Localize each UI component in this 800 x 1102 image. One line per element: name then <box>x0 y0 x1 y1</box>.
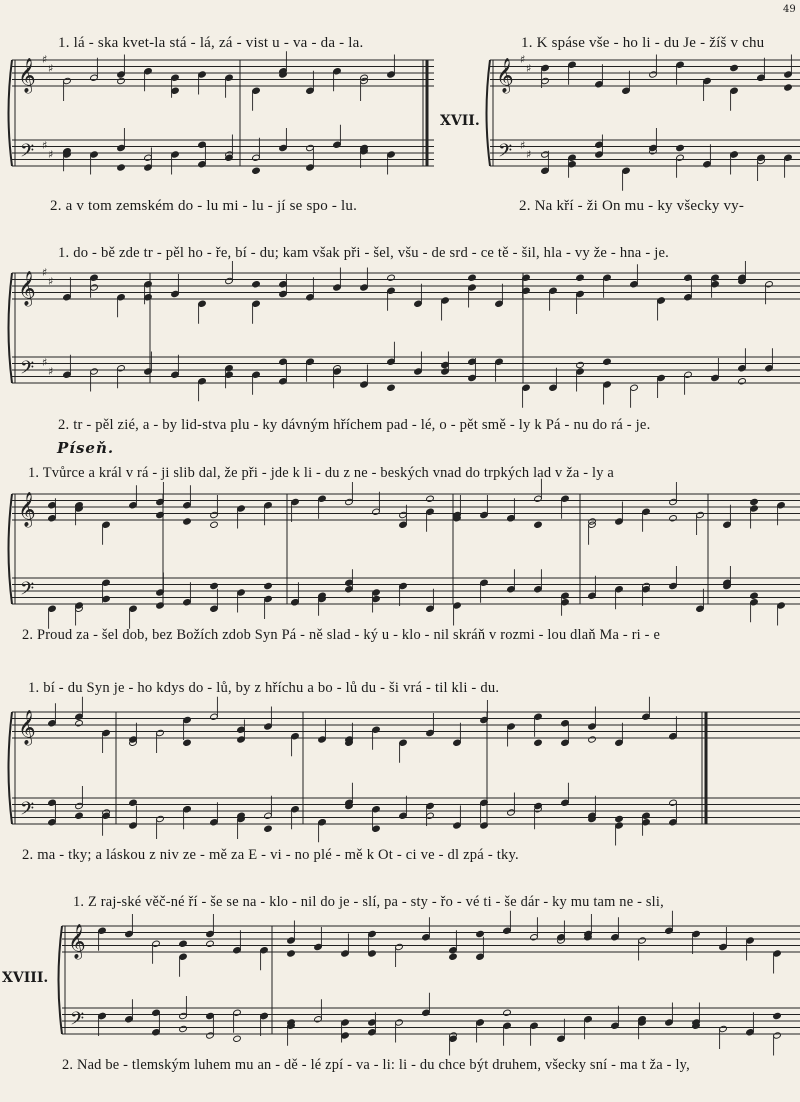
sharp-sign: ♯ <box>48 365 54 378</box>
note-head <box>75 720 84 727</box>
note-head <box>233 1035 242 1042</box>
system-brace <box>487 60 491 166</box>
note-head <box>225 154 234 161</box>
note-head <box>75 812 84 819</box>
treble-clef: 𝄞 <box>18 271 36 306</box>
note-head <box>183 806 192 813</box>
sharp-sign: ♯ <box>42 356 48 369</box>
note-head <box>179 1025 188 1032</box>
note-head <box>669 515 678 522</box>
sharp-sign: ♯ <box>526 62 532 75</box>
note-head <box>264 582 273 589</box>
note-head <box>588 736 597 743</box>
bass-clef: 𝄢 <box>498 141 513 166</box>
note-head <box>426 495 435 502</box>
note-head <box>387 384 396 391</box>
note-head <box>206 940 215 947</box>
note-head <box>738 378 747 385</box>
sharp-sign: ♯ <box>520 53 526 66</box>
lyric-line-3: 1. do - bě zde tr - pěl ho - ře, bí - du; kam však při - šel, všu - de srd - ce tě - šil, hla - vy že - hna - je. <box>58 245 670 261</box>
note-head <box>210 521 219 528</box>
note-head <box>784 84 793 91</box>
bass-clef: 𝄢 <box>70 1009 85 1034</box>
treble-clef: 𝄞 <box>18 492 36 527</box>
treble-clef: 𝄞 <box>496 58 514 93</box>
note-head <box>476 930 485 937</box>
sharp-sign: ♯ <box>42 139 48 152</box>
note-head <box>287 950 296 957</box>
system-brace <box>9 273 13 383</box>
sharp-sign: ♯ <box>42 53 48 66</box>
note-head <box>676 144 685 151</box>
system-brace <box>9 712 13 824</box>
sharp-sign: ♯ <box>520 139 526 152</box>
note-head <box>534 521 543 528</box>
note-head <box>183 739 192 746</box>
sharp-sign: ♯ <box>526 148 532 161</box>
treble-clef: 𝄞 <box>68 924 86 959</box>
note-head <box>507 515 516 522</box>
lyric-line-1b: 1. K spáse vše - ho li - du Je - žíš v chu <box>521 35 765 51</box>
note-head <box>476 1019 485 1026</box>
note-head <box>588 518 597 525</box>
lyric-line-2a: 2. a v tom zemském do - lu mi - lu - jí se spo - lu. <box>50 198 358 214</box>
note-head <box>306 358 315 365</box>
note-head <box>183 518 192 525</box>
note-head <box>773 1012 782 1019</box>
note-head <box>730 151 739 158</box>
lyric-line-6: 2. Proud za - šel dob, bez Božích zdob Syn Pá - ně slad - ký u - klo - nil skráň v rozmi - lou dlaň Ma - ri - e <box>22 627 661 643</box>
note-head <box>603 358 612 365</box>
bass-clef: 𝄢 <box>20 579 35 604</box>
sharp-sign: ♯ <box>48 148 54 161</box>
page-number: 49 <box>783 4 796 15</box>
note-head <box>98 1012 107 1019</box>
note-head <box>750 498 759 505</box>
bass-clef: 𝄢 <box>20 358 35 383</box>
note-head <box>260 1012 269 1019</box>
lyric-line-9: 1. Z raj-ské věč-né ří - še se na - klo - nil do je - slí, pa - sty - řo - vé ti - še dár - ky mu tam ne - sli, <box>73 894 664 910</box>
note-head <box>252 167 261 174</box>
system-brace <box>59 926 63 1034</box>
lyric-line-1a: 1. lá - ska kvet-la stá - lá, zá - vist u - va - da - la. <box>58 35 364 51</box>
note-head <box>534 739 543 746</box>
note-head <box>449 953 458 960</box>
note-head <box>360 74 369 81</box>
note-head <box>757 74 766 81</box>
lyric-line-7: 1. bí - du Syn je - ho kdys do - lů, by z hříchu a bo - lů du - ši vrá - til kli - du. <box>28 680 500 696</box>
sharp-sign: ♯ <box>48 62 54 75</box>
note-head <box>156 602 165 609</box>
lyric-line-5: 1. Tvůrce a král v rá - ji slib dal, že při - jde k li - du z ne - beských vnad do trpkých lad v ža - ly a <box>28 465 614 481</box>
lyric-line-10: 2. Nad be - tlemským luhem mu an - dě - lé zpí - va - li: li - du chce být druhem, všecky sní - ma t ža - ly, <box>62 1057 690 1073</box>
note-head <box>576 274 585 281</box>
lyric-line-4: 2. tr - pěl zié, a - by lid-stva plu - ky dávným hříchem pad - lé, o - pět smě - ly k Pá - nu do rá - je. <box>58 417 651 433</box>
note-head <box>318 819 327 826</box>
note-head <box>117 164 126 171</box>
lyric-line-2b: 2. Na kří - ži On mu - ky všecky vy- <box>519 198 745 214</box>
note-head <box>179 940 188 947</box>
note-head <box>480 822 489 829</box>
note-head <box>387 274 396 281</box>
system-brace <box>9 494 13 604</box>
note-head <box>657 297 666 304</box>
treble-clef: 𝄞 <box>18 58 36 93</box>
note-head <box>669 733 678 740</box>
hymn-number-xviii: XVIII. <box>2 970 49 986</box>
hymn-number-xvii: XVII. <box>440 113 480 129</box>
note-head <box>576 361 585 368</box>
note-head <box>468 274 477 281</box>
section-heading: Píseň. <box>57 439 115 457</box>
note-head <box>117 77 126 84</box>
lyric-line-8: 2. ma - tky; a láskou z niv ze - mě za E - vi - no plé - mě k Ot - ci ve - dl zpá - tky. <box>22 847 519 863</box>
system-brace <box>9 60 13 166</box>
sharp-sign: ♯ <box>48 275 54 288</box>
treble-clef: 𝄞 <box>18 710 36 745</box>
sharp-sign: ♯ <box>42 266 48 279</box>
note-head <box>129 799 138 806</box>
note-head <box>252 281 261 288</box>
note-head <box>503 1009 512 1016</box>
bass-clef: 𝄢 <box>20 799 35 824</box>
note-head <box>730 64 739 71</box>
bass-clef: 𝄢 <box>20 141 35 166</box>
note-head <box>750 592 759 599</box>
note-head <box>615 815 624 822</box>
note-head <box>210 582 219 589</box>
note-head <box>264 825 273 832</box>
note-head <box>757 154 766 161</box>
note-head <box>534 802 543 809</box>
